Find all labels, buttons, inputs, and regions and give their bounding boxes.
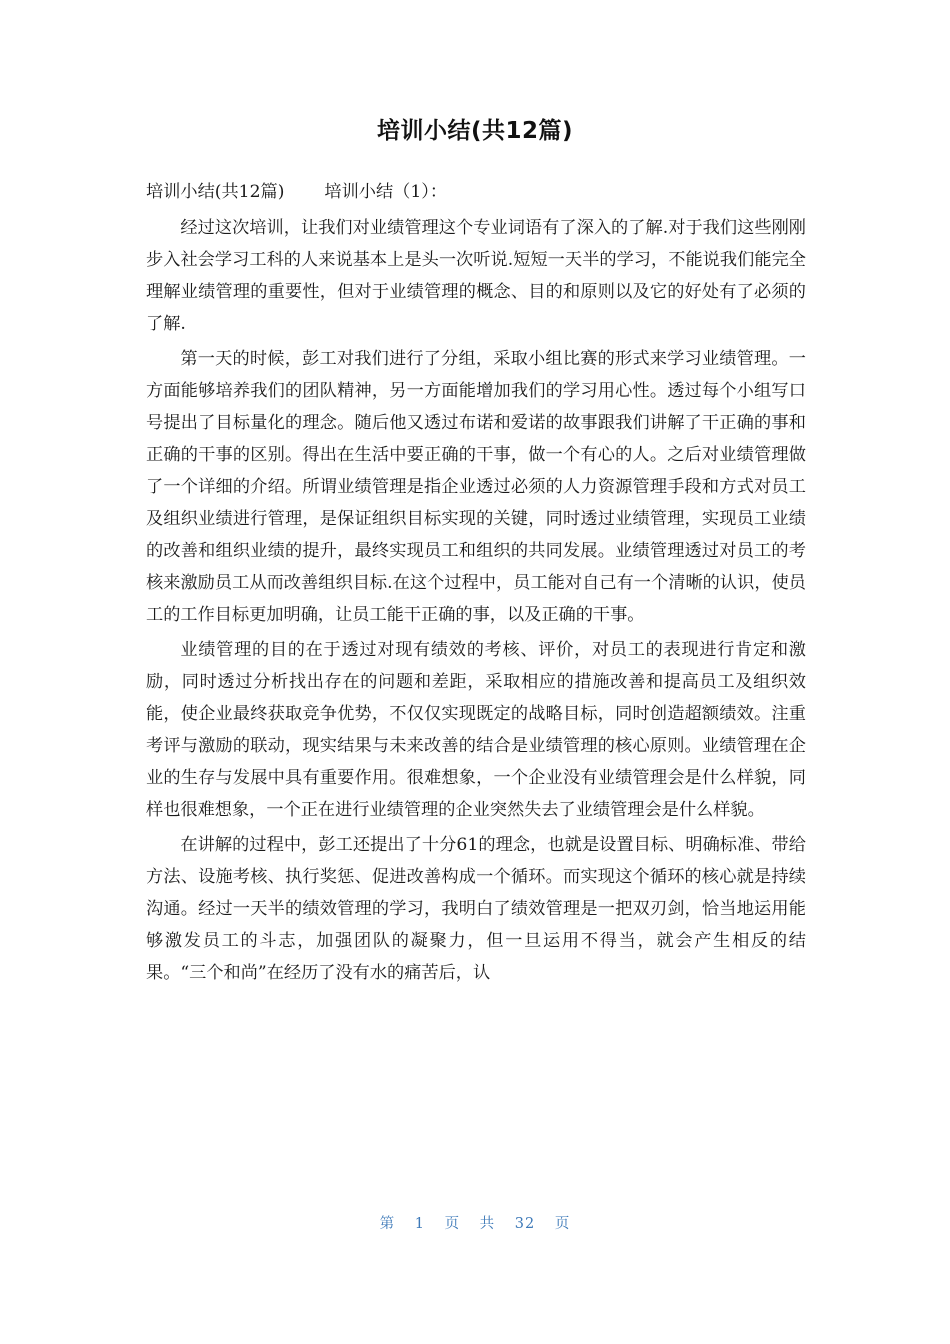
document-body bbox=[146, 176, 806, 992]
subtitle-right: 培训小结（1）： bbox=[324, 182, 448, 202]
paragraph-2: 第一天的时候，彭工对我们进行了分组，采取小组比赛的形式来学习业绩管理。一方面能够培养我们的团队精神，另一方面能增加我们的学习用心性。透过每个小组写口号提出了目标量化的理念。随后他又透过布诺和爱诺的故事跟我们讲解了干正确的事和正确的干事的区别。得出在生活中要正确的干事，做一个有心的人。之后对业绩管理做了一个详细的介绍。所谓业绩管理是指企业透过必须的人力资源管理手段和方式对员工及组织业绩进行管理，是保证组织目标实现的关键，同时透过业绩管理，实现员工业绩的改善和组织业绩的提升，最终实现员工和组织的共同发展。业绩管理透过对员工的考核来激励员工从而改善组织目标.在这个过程中，员工能对自己有一个清晰的认识，使员工的工作目标更加明确，让员工能干正确的事，以及正确的干事。 bbox=[146, 349, 806, 625]
page-number-footer: 第 1 页 共 32 页 bbox=[379, 1216, 571, 1232]
document-title: 培训小结(共12篇) bbox=[376, 118, 574, 144]
paragraph-4: 在讲解的过程中，彭工还提出了十分61的理念，也就是设置目标、明确标准、带给方法、设施考核、执行奖惩、促进改善构成一个循环。而实现这个循环的核心就是持续沟通。经过一天半的绩效管理的学习，我明白了绩效管理是一把双刃剑，恰当地运用能够激发员工的斗志，加强团队的凝聚力，但一旦运用不得当，就会产生相反的结果。“三个和尚”在经历了没有水的痛苦后，认 bbox=[146, 835, 806, 983]
paragraph-1: 经过这次培训，让我们对业绩管理这个专业词语有了深入的了解.对于我们这些刚刚步入社会学习工科的人来说基本上是头一次听说.短短一天半的学习，不能说我们能完全理解业绩管理的重要性，但对于业绩管理的概念、目的和原则以及它的好处有了必须的了解. bbox=[146, 218, 806, 334]
paragraph-3: 业绩管理的目的在于透过对现有绩效的考核、评价，对员工的表现进行肯定和激励，同时透过分析找出存在的问题和差距，采取相应的措施改善和提高员工及组织效能，使企业最终获取竞争优势，不仅仅实现既定的战略目标，同时创造超额绩效。注重考评与激励的联动，现实结果与未来改善的结合是业绩管理的核心原则。业绩管理在企业的生存与发展中具有重要作用。很难想象，一个企业没有业绩管理会是什么样貌，同样也很难想象，一个正在进行业绩管理的企业突然失去了业绩管理会是什么样貌。 bbox=[146, 640, 806, 820]
subtitle-left: 培训小结(共12篇) bbox=[146, 182, 285, 202]
subtitle-line bbox=[146, 176, 806, 208]
